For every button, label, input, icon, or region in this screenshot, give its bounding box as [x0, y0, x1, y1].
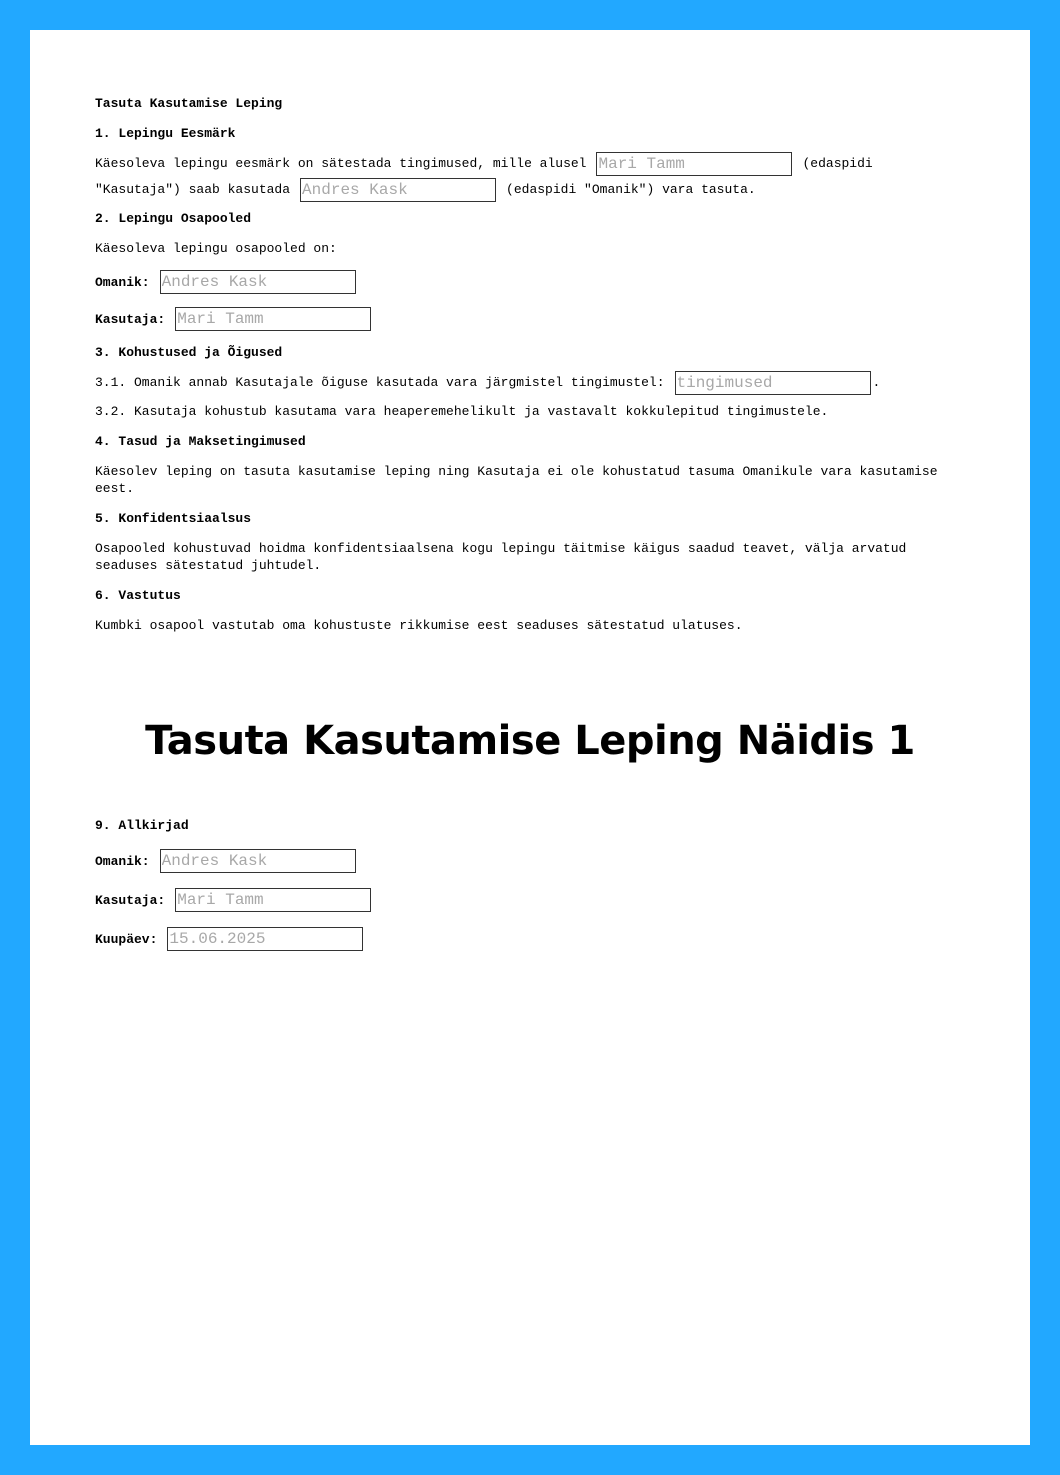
- party-user-row: [95, 307, 955, 331]
- conditions-input[interactable]: [675, 371, 871, 395]
- section-1-text-b: (edaspidi "Kasutaja") saab kasutada: [95, 156, 873, 197]
- purpose-owner-input[interactable]: [300, 178, 496, 202]
- section-1-heading: 1. Lepingu Eesmärk: [95, 126, 236, 141]
- signatures-heading: 9. Allkirjad: [95, 818, 189, 833]
- signature-user-row: [95, 888, 955, 912]
- signature-date-row: [95, 927, 955, 951]
- section-3-1-text: 3.1. Omanik annab Kasutajale õiguse kasutada vara järgmistel tingimustel:: [95, 375, 665, 390]
- section-3-1-end: .: [872, 375, 881, 390]
- section-1-text-c: (edaspidi "Omanik") vara tasuta.: [506, 182, 756, 197]
- section-1-paragraph: [95, 151, 955, 203]
- section-6-text: Kumbki osapool vastutab oma kohustuste rikkumise eest seaduses sätestatud ulatuses.: [95, 618, 743, 633]
- party-owner-label: Omanik:: [95, 274, 150, 290]
- party-owner-row: [95, 270, 955, 294]
- signature-date-label: Kuupäev:: [95, 931, 158, 947]
- section-4-text: Käesolev leping on tasuta kasutamise leping ning Kasutaja ei ole kohustatud tasuma Omanikule vara kasutamise eest.: [95, 464, 938, 496]
- sample-watermark-title: Tasuta Kasutamise Leping Näidis 1: [145, 718, 915, 764]
- party-owner-input[interactable]: [160, 270, 356, 294]
- section-3-2-paragraph: 3.2. Kasutaja kohustub kasutama vara heaperemehelikult ja vastavalt kokkulepitud tingimustele.: [95, 404, 829, 419]
- document-page: [30, 30, 1030, 1445]
- section-5-heading: 5. Konfidentsiaalsus: [95, 511, 252, 526]
- signature-user-input[interactable]: [175, 888, 371, 912]
- signature-date-input[interactable]: [167, 927, 363, 951]
- section-3-heading: 3. Kohustused ja Õigused: [95, 345, 283, 360]
- signature-owner-row: [95, 849, 955, 873]
- section-4-heading: 4. Tasud ja Maksetingimused: [95, 434, 306, 449]
- signatures-section: [95, 817, 955, 966]
- document-title: Tasuta Kasutamise Leping: [95, 96, 283, 111]
- signature-owner-label: Omanik:: [95, 853, 150, 869]
- section-6-heading: 6. Vastutus: [95, 588, 181, 603]
- purpose-user-input[interactable]: [596, 152, 792, 176]
- section-1-text-a: Käesoleva lepingu eesmärk on sätestada tingimused, mille alusel: [95, 156, 587, 171]
- section-3-1-paragraph: [95, 370, 955, 396]
- signature-owner-input[interactable]: [160, 849, 356, 873]
- signature-user-label: Kasutaja:: [95, 892, 166, 908]
- section-2-intro: Käesoleva lepingu osapooled on:: [95, 241, 337, 256]
- party-user-label: Kasutaja:: [95, 311, 166, 327]
- document-body: [95, 85, 955, 647]
- party-user-input[interactable]: [175, 307, 371, 331]
- section-2-heading: 2. Lepingu Osapooled: [95, 211, 252, 226]
- section-5-text: Osapooled kohustuvad hoidma konfidentsiaalsena kogu lepingu täitmise käigus saadud teavet, välja arvatud seaduses sätestatud juhtudel.: [95, 541, 907, 573]
